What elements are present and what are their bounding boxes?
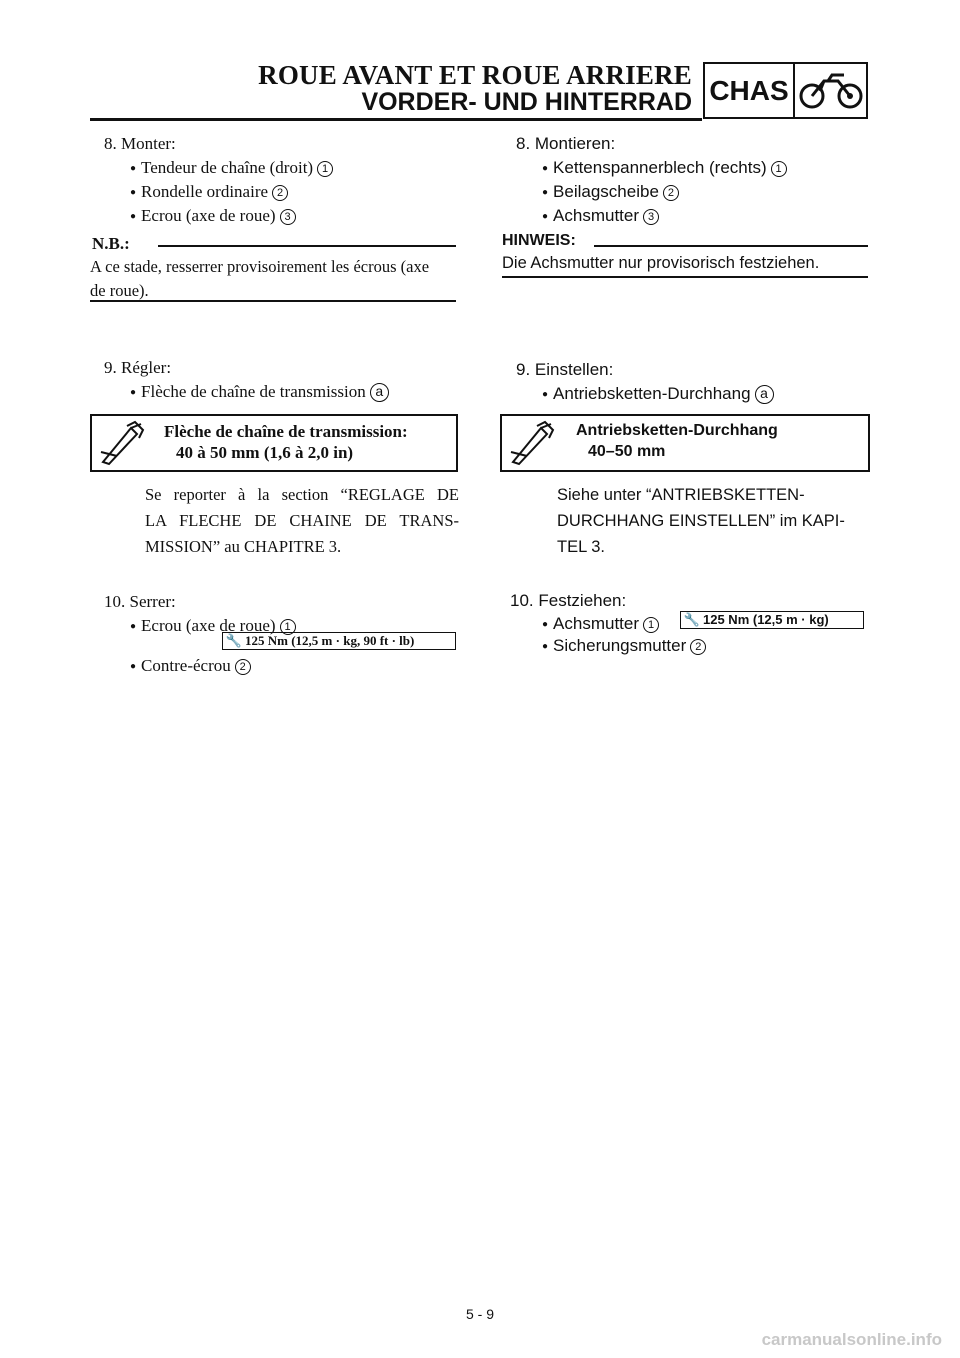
fr-step8-item-2: ● Rondelle ordinaire 2 [130, 180, 288, 207]
de-spec-box [500, 414, 870, 472]
fr-step9-ref-1: Se reporter à la section “REGLAGE DE [145, 485, 459, 504]
fr-step9-ref-2: LA FLECHE DE CHAINE DE TRANS- [145, 511, 459, 530]
fr-spec-value: 40 à 50 mm (1,6 à 2,0 in) [176, 443, 354, 462]
fr-step9-item: ● Flèche de chaîne de transmission a [130, 380, 389, 407]
wrench-icon: 🔧 [683, 612, 701, 627]
de-step10-label: 10. Festziehen: [510, 591, 627, 610]
de-torque-box [680, 611, 864, 629]
de-note-rule-bottom [502, 276, 868, 278]
de-step9-ref-2: DURCHHANG EINSTELLEN” im KAPI- [557, 512, 845, 530]
de-step9-label: 9. Einstellen: [516, 360, 614, 379]
de-note-title: HINWEIS: [502, 232, 576, 249]
fr-step8-item-1: ● Tendeur de chaîne (droit) 1 [130, 156, 333, 183]
header-title-fr: ROUE AVANT ET ROUE ARRIERE [258, 60, 692, 90]
page-number: 5 - 9 [465, 1306, 494, 1322]
de-note-rule-top [594, 245, 868, 247]
fr-spec-box [90, 414, 458, 472]
fr-step10-item-1: ● Ecrou (axe de roue) 1 [130, 614, 296, 641]
fr-note-rule-top [158, 245, 456, 247]
de-step8-label: 8. Montieren: [516, 134, 616, 153]
section-badge [703, 62, 868, 119]
de-note-line-1: Die Achsmutter nur provisorisch festziehen. [502, 254, 820, 272]
de-step9-item: ● Antriebsketten-Durchhang a [542, 382, 774, 409]
fr-note-line-1: A ce stade, resserrer provisoirement les écrous (axe [90, 257, 430, 276]
caliper-icon [502, 416, 562, 470]
fr-note-line-2: de roue). [90, 281, 149, 300]
fr-step10-label: 10. Serrer: [104, 592, 176, 611]
header-title-de: VORDER- UND HINTERRAD [361, 88, 692, 116]
caliper-icon [92, 416, 152, 470]
fr-step8-label: 8. Monter: [104, 134, 176, 153]
de-step8-item-1: ● Kettenspannerblech (rechts) 1 [542, 156, 787, 183]
watermark: carmanualsonline.info [761, 1330, 942, 1349]
de-step8-item-2: ● Beilagscheibe 2 [542, 180, 679, 207]
header-rule [90, 118, 702, 121]
de-step10-item-2: ● Sicherungsmutter 2 [542, 634, 706, 661]
de-step9-ref-3: TEL 3. [557, 538, 605, 556]
fr-note-title: N.B.: [92, 234, 130, 253]
de-step9-ref-1: Siehe unter “ANTRIEBSKETTEN- [557, 486, 805, 504]
de-spec-title: Antriebsketten-Durchhang [576, 422, 778, 439]
fr-step9-ref-3: MISSION” au CHAPITRE 3. [145, 537, 342, 556]
fr-step9-label: 9. Régler: [104, 358, 172, 377]
fr-step8-item-3: ● Ecrou (axe de roue) 3 [130, 204, 296, 231]
motorcycle-icon [795, 64, 866, 117]
fr-spec-title: Flèche de chaîne de transmission: [164, 422, 408, 441]
fr-note-rule-bottom [90, 300, 456, 302]
de-spec-value: 40–50 mm [588, 443, 666, 460]
de-torque-value: 125 Nm (12,5 m · kg) [703, 612, 829, 627]
fr-step10-item-2: ● Contre-écrou 2 [130, 654, 251, 681]
wrench-icon: 🔧 [225, 633, 243, 648]
section-label: CHAS [705, 64, 795, 117]
fr-torque-value: 125 Nm (12,5 m · kg, 90 ft · lb) [245, 633, 415, 648]
fr-torque-box [222, 632, 456, 650]
de-step8-item-3: ● Achsmutter 3 [542, 204, 659, 231]
de-step10-item-1: ● Achsmutter 1 [542, 612, 659, 639]
